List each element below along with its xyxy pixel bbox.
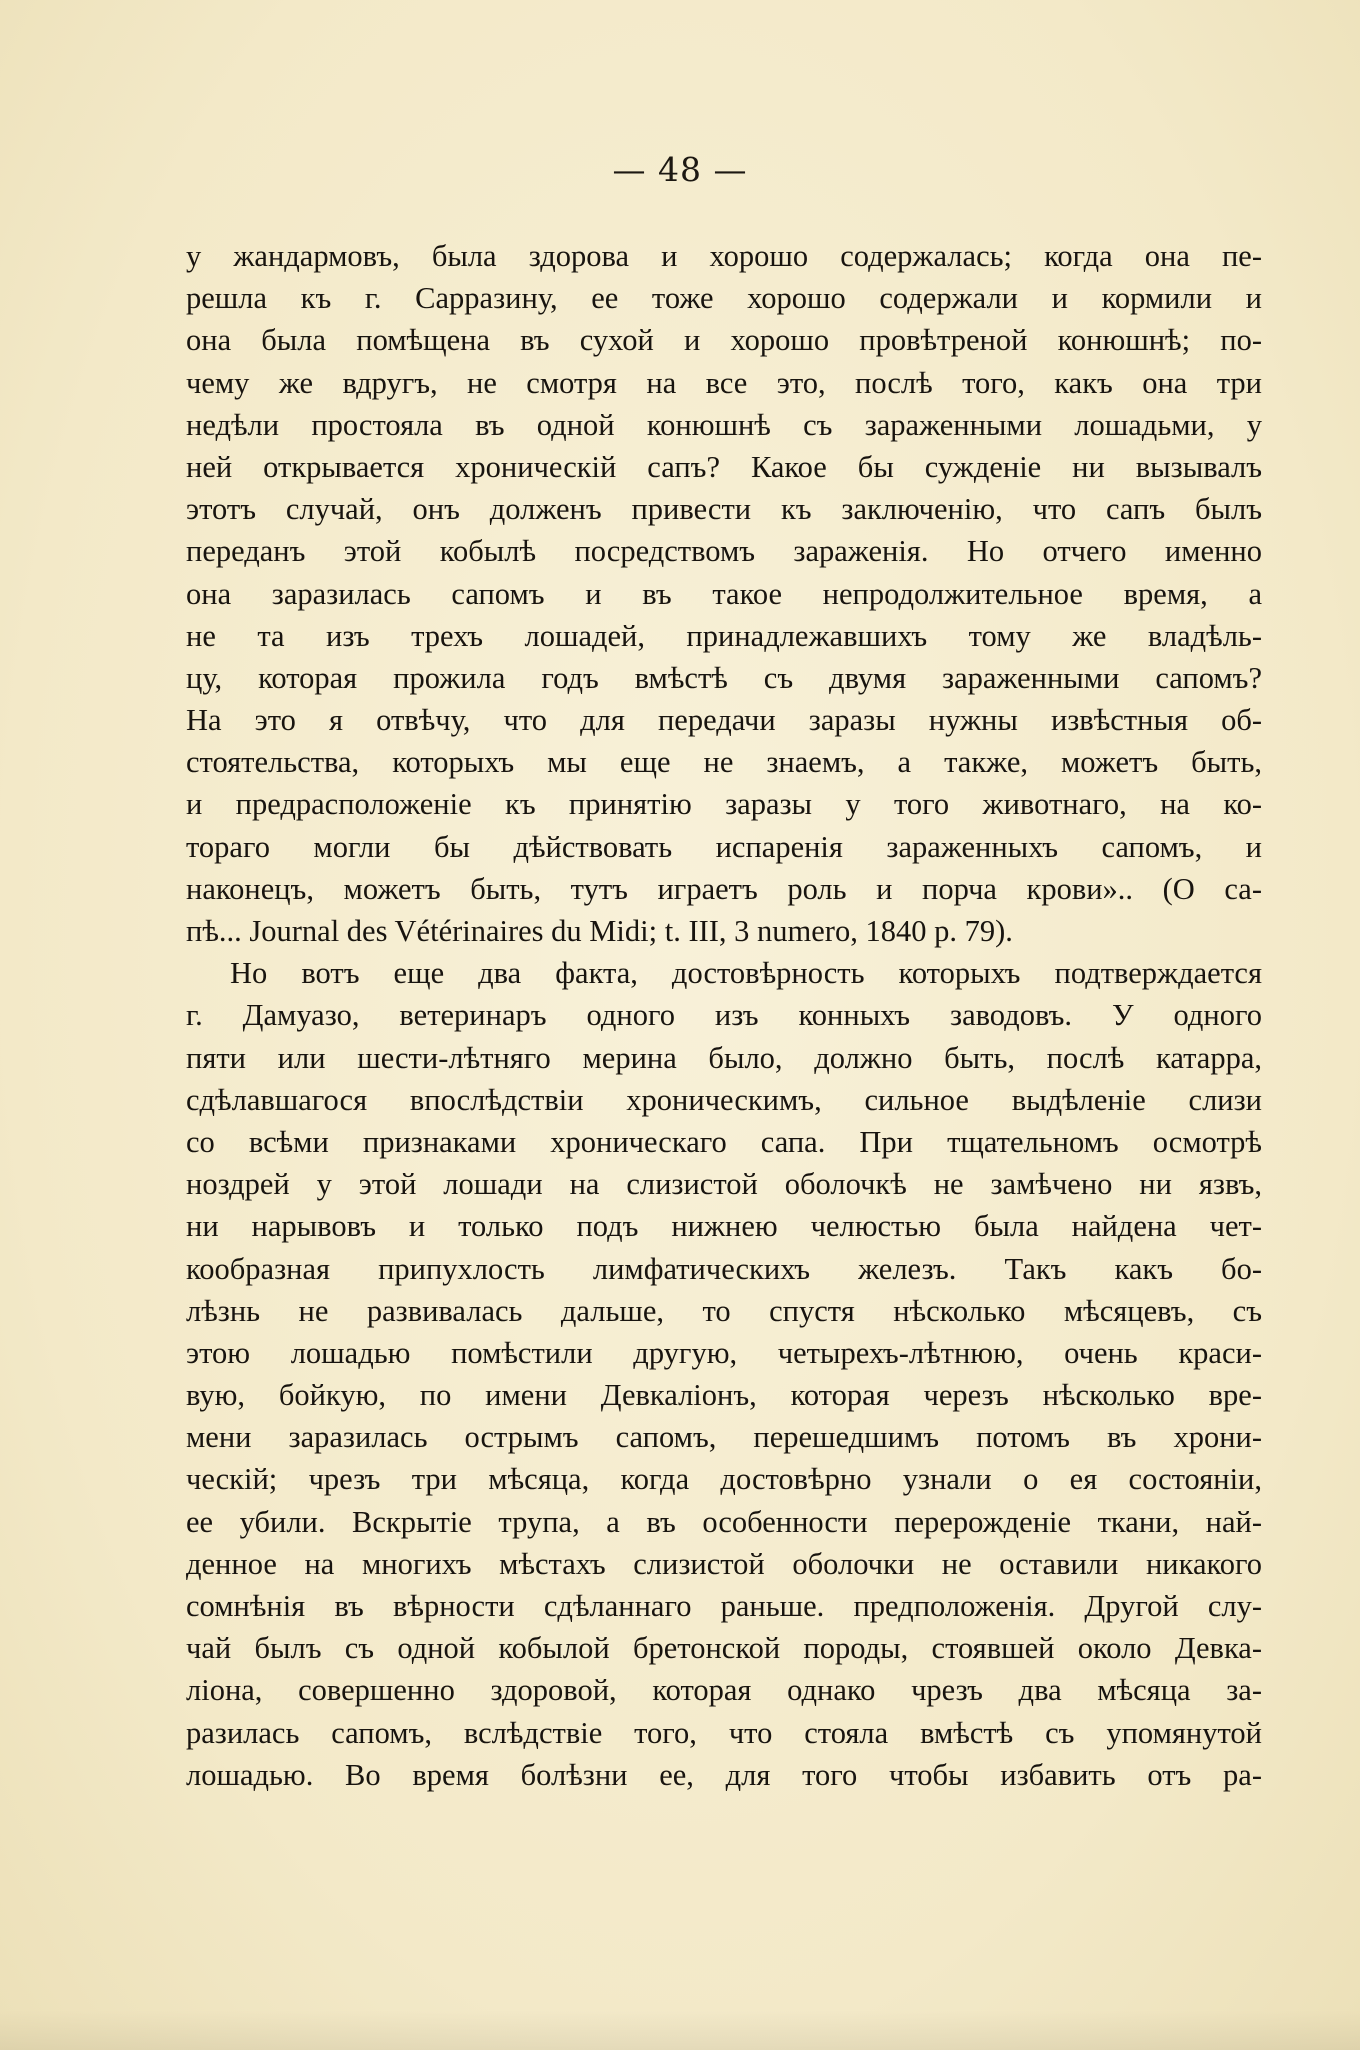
text-line: На это я отвѣчу, что для передачи заразы нужны извѣстныя об- [186, 703, 1262, 738]
text-line: не та изъ трехъ лошадей, принадлежавшихъ тому же владѣль- [186, 618, 1262, 653]
text-line: пѣ... Journal des Vétérinaires du Midi; t. III, 3 numero, 1840 p. 79). [186, 914, 1013, 948]
text-line: лѣзнь не развивалась дальше, то спустя нѣсколько мѣсяцевъ, съ [186, 1293, 1262, 1328]
text-line: г. Дамуазо, ветеринаръ одного изъ конныхъ заводовъ. У одного [186, 998, 1262, 1033]
text-line: денное на многихъ мѣстахъ слизистой оболочки не оставили никакого [186, 1546, 1262, 1581]
text-line: она была помѣщена въ сухой и хорошо провѣтреной конюшнѣ; по- [186, 323, 1262, 358]
text-line: цу, которая прожила годъ вмѣстѣ съ двумя зараженными сапомъ? [186, 660, 1262, 695]
text-line: ни нарывовъ и только подъ нижнею челюстью была найдена чет- [186, 1209, 1262, 1244]
text-line: и предрасположеніе къ принятію заразы у того животнаго, на ко- [186, 787, 1262, 822]
text-line: сомнѣнія въ вѣрности сдѣланнаго раньше. предположенія. Другой слу- [186, 1589, 1262, 1623]
text-line: вую, бойкую, по имени Девкаліонъ, которая черезъ нѣсколько вре- [186, 1378, 1262, 1413]
text-line: этою лошадью помѣстили другую, четырехъ-лѣтнюю, очень краси- [186, 1335, 1262, 1370]
text-line: стоятельства, которыхъ мы еще не знаемъ, а также, можетъ быть, [186, 745, 1262, 780]
paragraph-first-line: Но вотъ еще два факта, достовѣрность которыхъ подтверждается [230, 956, 1262, 991]
text-line: кообразная припухлость лимфатическихъ железъ. Такъ какъ бо- [186, 1251, 1262, 1286]
text-line: разилась сапомъ, вслѣдствіе того, что стояла вмѣстѣ съ упомянутой [186, 1715, 1262, 1750]
text-line: ней открывается хроническій сапъ? Какое бы сужденіе ни вызывалъ [186, 449, 1262, 484]
text-line: чему же вдругъ, не смотря на все это, послѣ того, какъ она три [186, 365, 1262, 400]
text-line: сдѣлавшагося впослѣдствіи хроническимъ, сильное выдѣленіе слизи [186, 1082, 1262, 1117]
text-line: ліона, совершенно здоровой, которая однако чрезъ два мѣсяца за- [186, 1673, 1262, 1708]
text-line: у жандармовъ, была здорова и хорошо содержалась; когда она пе- [186, 239, 1262, 273]
text-line: лошадью. Во время болѣзни ее, для того чтобы избавить отъ ра- [186, 1757, 1262, 1792]
text-line: тораго могли бы дѣйствовать испаренія зараженныхъ сапомъ, и [186, 829, 1262, 864]
text-line: пяти или шести-лѣтняго мерина было, должно быть, послѣ катарра, [186, 1040, 1262, 1075]
text-line: чай былъ съ одной кобылой бретонской породы, стоявшей около Девка- [186, 1631, 1262, 1666]
body-text [186, 235, 1262, 1796]
page-bottom-shadow [0, 2010, 1360, 2050]
text-line: ее убили. Вскрытіе трупа, а въ особенности перерожденіе ткани, най- [186, 1504, 1262, 1539]
text-line: наконецъ, можетъ быть, тутъ играетъ роль и порча крови».. (О са- [186, 871, 1262, 906]
text-line: недѣли простояла въ одной конюшнѣ съ зараженными лошадьми, у [186, 407, 1262, 442]
text-line: ческій; чрезъ три мѣсяца, когда достовѣрно узнали о ея состояніи, [186, 1462, 1262, 1497]
text-line: она заразилась сапомъ и въ такое непродолжительное время, а [186, 576, 1262, 611]
text-line: переданъ этой кобылѣ посредствомъ зараженія. Но отчего именно [186, 534, 1262, 569]
text-line: решла къ г. Сарразину, ее тоже хорошо содержали и кормили и [186, 281, 1262, 316]
text-line: мени заразилась острымъ сапомъ, перешедшимъ потомъ въ хрони- [186, 1420, 1262, 1455]
text-line: ноздрей у этой лошади на слизистой оболочкѣ не замѣчено ни язвъ, [186, 1167, 1262, 1202]
text-line: этотъ случай, онъ долженъ привести къ заключенію, что сапъ былъ [186, 492, 1262, 527]
page-number: — 48 — [612, 150, 748, 189]
text-line: со всѣми признаками хроническаго сапа. При тщательномъ осмотрѣ [186, 1124, 1262, 1159]
